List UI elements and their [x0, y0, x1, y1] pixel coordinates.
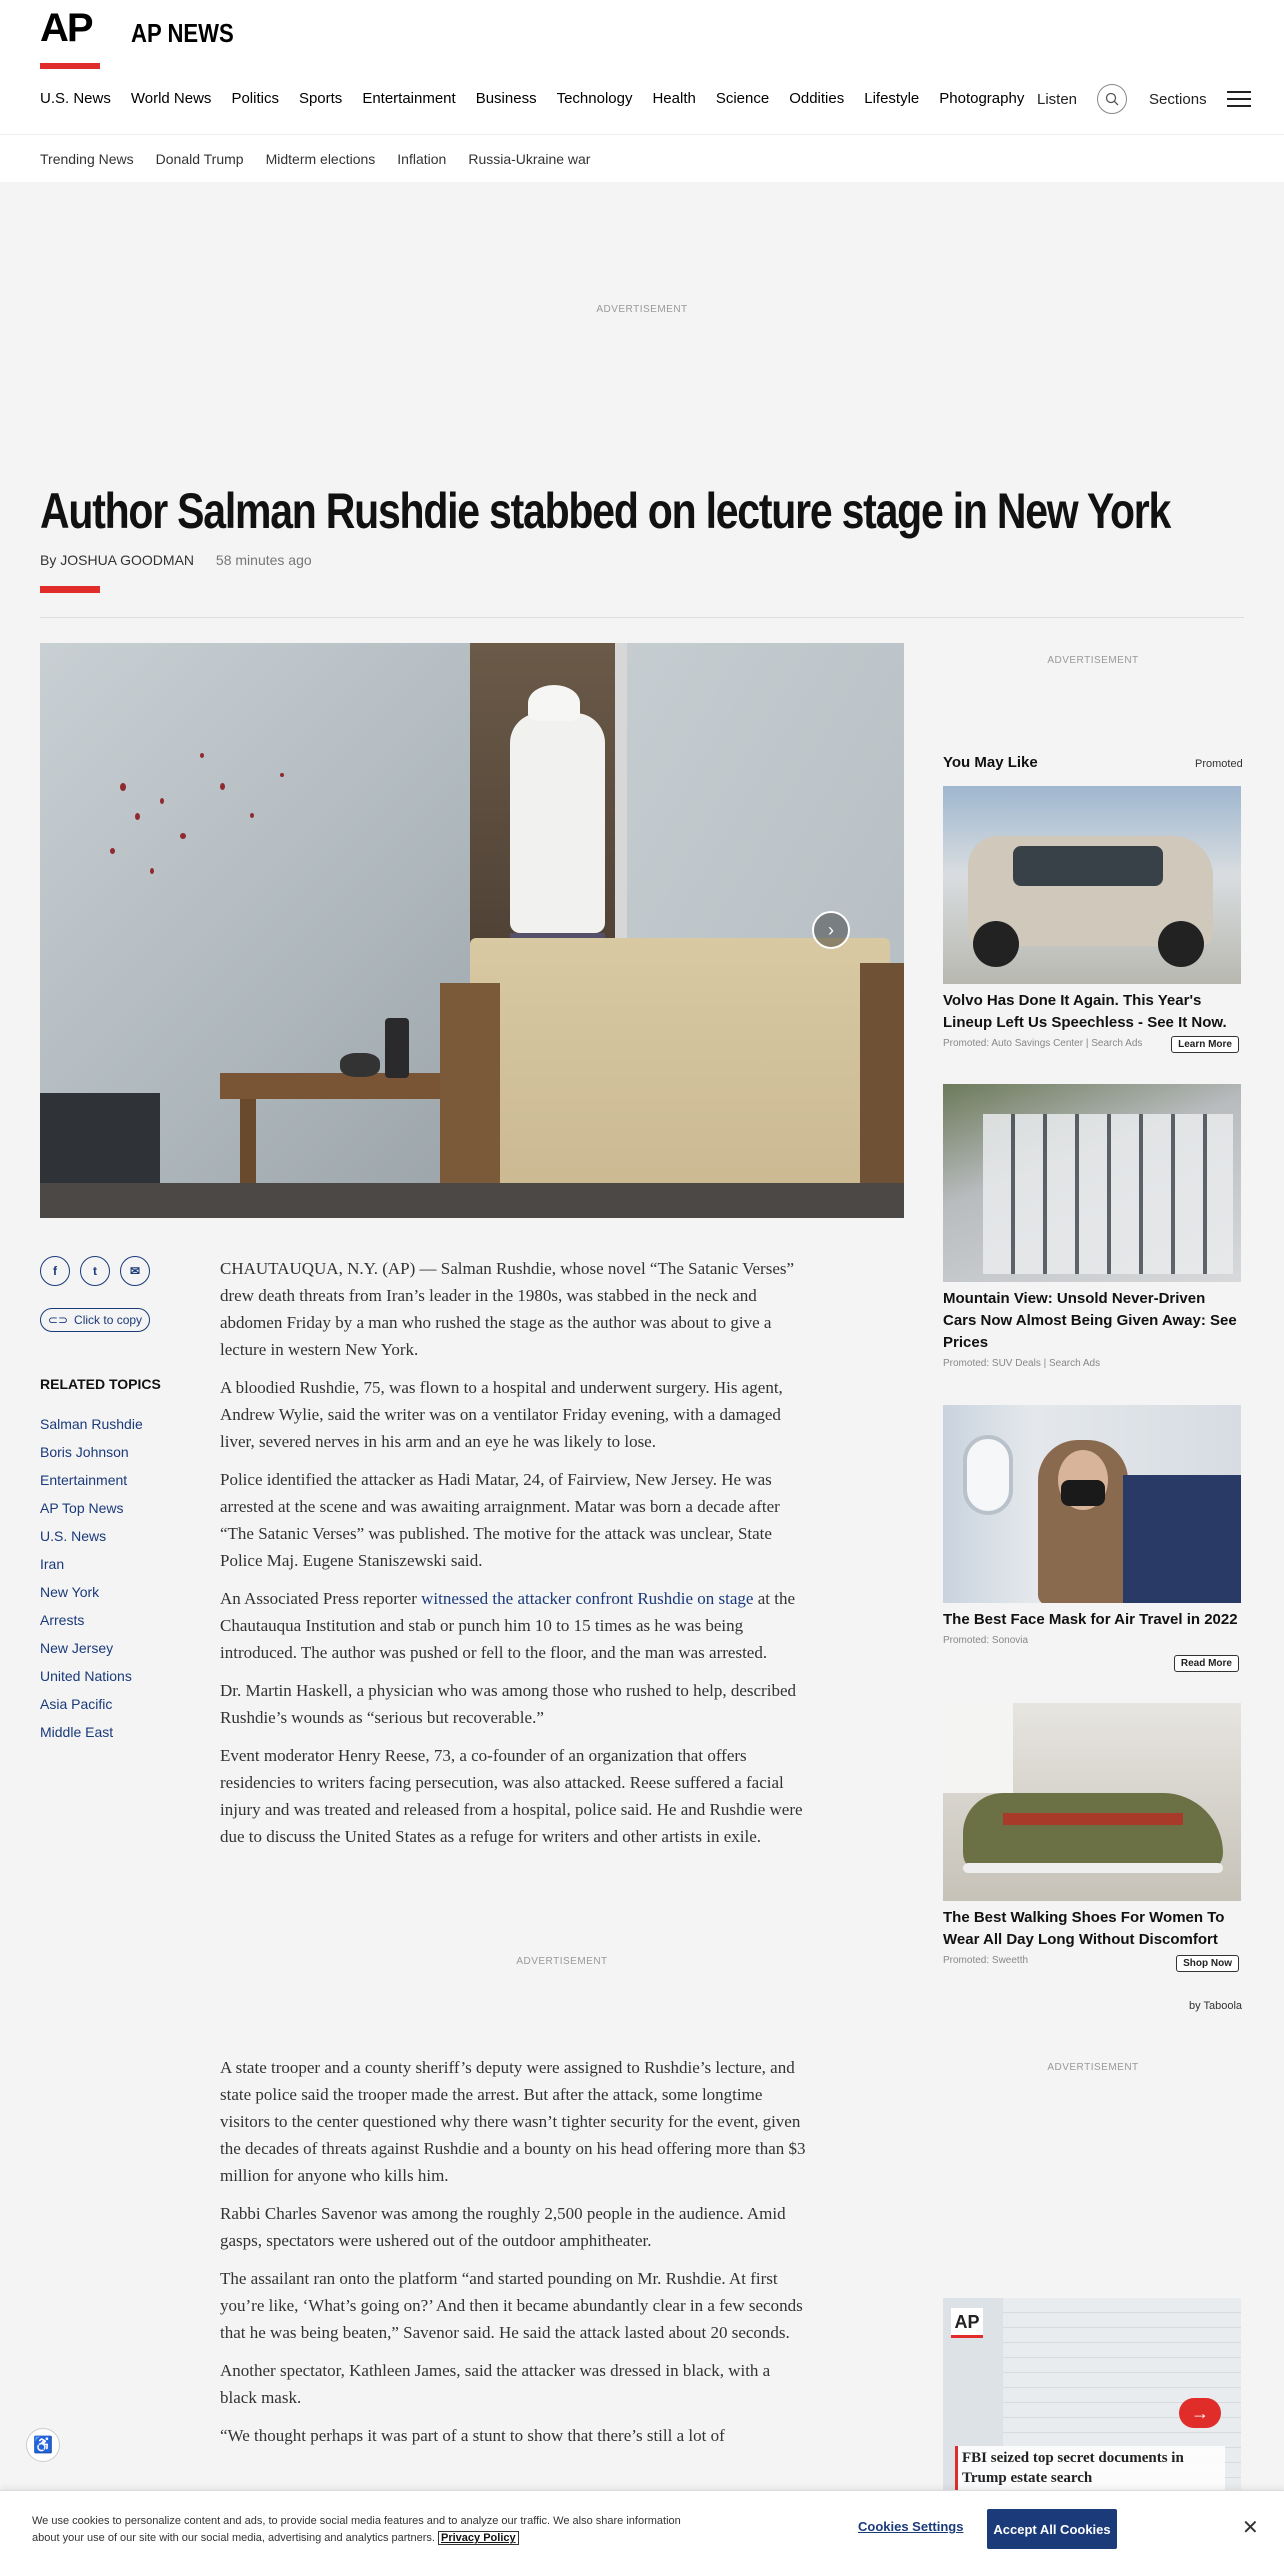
article-paragraph: A state trooper and a county sheriff’s deputy were assigned to Rushdie’s lecture, and state police said the trooper made the arrest. But after the attack, some longtime visitors to the center questioned why there wasn’t tighter security for the event, given the decades of threats against Rushdie and a bounty on his head offering more than $3 million for anyone who kills him.: [220, 2058, 806, 2185]
promoted-card[interactable]: [943, 786, 1241, 1049]
ad-label: ADVERTISEMENT: [516, 1956, 608, 1967]
close-icon[interactable]: ✕: [1242, 2517, 1259, 2539]
trending-bar: [0, 134, 1284, 182]
learn-more-button[interactable]: Learn More: [1171, 1036, 1239, 1053]
promoted-card[interactable]: [943, 1703, 1241, 1969]
nav-item[interactable]: Health: [652, 90, 696, 107]
listen-link[interactable]: Listen: [1037, 90, 1078, 108]
related-topic-link[interactable]: United Nations: [40, 1668, 132, 1684]
related-topic-link[interactable]: Salman Rushdie: [40, 1416, 143, 1432]
article-paragraph: “We thought perhaps it was part of a stunt to show that there’s still a lot of: [220, 2426, 725, 2445]
related-topic-link[interactable]: Iran: [40, 1556, 65, 1572]
card-source: Promoted: SUV Deals | Search Ads: [943, 1358, 1101, 1369]
shop-now-button[interactable]: Shop Now: [1176, 1955, 1239, 1972]
ap-logo-small: AP: [951, 2308, 983, 2338]
inline-article-link[interactable]: witnessed the attacker confront Rushdie on stage: [421, 1589, 754, 1608]
nav-item[interactable]: Science: [715, 90, 770, 107]
related-topic-link[interactable]: Entertainment: [40, 1472, 128, 1488]
card-source: Promoted: Sweetth: [943, 1955, 1029, 1966]
article-paragraph: The assailant ran onto the platform “and started pounding on Mr. Rushdie. At first you’re like, ‘What’s going on?’ And then it became abundantly clear in a few seconds that he was being beaten,” Savenor said. He said the attack lasted about 20 seconds.: [220, 2269, 803, 2342]
promoted-card[interactable]: [943, 1405, 1241, 1669]
nav-item[interactable]: U.S. News: [40, 90, 111, 107]
card-title[interactable]: The Best Walking Shoes For Women To Wear All Day Long Without Discomfort: [943, 1909, 1225, 1948]
brand-name[interactable]: AP NEWS: [131, 18, 234, 48]
byline: [40, 552, 312, 568]
cookie-message: We use cookies to personalize content and ads, to provide social media features and to analyze our traffic. We also share information about your use of our site with our social media, advertising and analytics partners.: [32, 2515, 681, 2544]
article-paragraph: A bloodied Rushdie, 75, was flown to a hospital and underwent surgery. His agent, Andrew Wylie, said the writer was on a ventilator Friday evening, with a damaged liver, severed nerves in his arm and an eye he was likely to lose.: [220, 1378, 783, 1451]
lead-photo[interactable]: [40, 643, 904, 1218]
related-topic-link[interactable]: Middle East: [40, 1724, 114, 1740]
card-title[interactable]: The Best Face Mask for Air Travel in 2022: [943, 1611, 1238, 1628]
nav-item[interactable]: Oddities: [789, 90, 845, 107]
divider: [40, 617, 1244, 618]
logo-underline: [40, 63, 100, 69]
trending-item[interactable]: Trending News: [40, 151, 134, 167]
nav-item[interactable]: Technology: [556, 90, 633, 107]
ad-label: ADVERTISEMENT: [1047, 655, 1139, 666]
menu-icon[interactable]: [1227, 91, 1251, 107]
nav-item[interactable]: Sports: [298, 90, 343, 107]
accept-cookies-button[interactable]: Accept All Cookies: [987, 2509, 1117, 2549]
nav-item[interactable]: World News: [130, 90, 212, 107]
article-body-top: [220, 1255, 810, 1861]
article-headline: Author Salman Rushdie stabbed on lecture stage in New York: [40, 483, 1171, 539]
cookie-banner: [0, 2490, 1284, 2568]
publish-time: 58 minutes ago: [215, 552, 312, 568]
card-source: Promoted: Sonovia: [943, 1635, 1029, 1646]
related-topics-title: RELATED TOPICS: [40, 1376, 161, 1392]
article-paragraph: Dr. Martin Haskell, a physician who was among those who rushed to help, described Rushdie’s wounds as “serious but recoverable.”: [220, 1681, 796, 1727]
copy-label: Click to copy: [74, 1313, 143, 1327]
author-name[interactable]: JOSHUA GOODMAN: [60, 552, 195, 568]
share-buttons: [40, 1256, 150, 1286]
accessibility-icon[interactable]: ♿: [26, 2428, 60, 2462]
ad-label: ADVERTISEMENT: [596, 304, 688, 315]
ad-label: ADVERTISEMENT: [1047, 2062, 1139, 2073]
article-body-bottom: [220, 2054, 810, 2460]
related-topic-link[interactable]: Arrests: [40, 1612, 85, 1628]
related-topic-link[interactable]: New York: [40, 1584, 100, 1600]
trending-item[interactable]: Russia-Ukraine war: [468, 151, 591, 167]
paragraph-text: at the Chautauqua Institution and stab or punch him 10 to 15 times as he was being introduced. The author was pushed or fell to the floor, and the man was arrested.: [220, 1589, 796, 1662]
trending-item[interactable]: Inflation: [397, 151, 447, 167]
article-paragraph: Police identified the attacker as Hadi Matar, 24, of Fairview, New Jersey. He was arrested at the scene and was awaiting arraignment. Matar was born a decade after “The Satanic Verses” was published. The motive for the attack was unclear, State Police Maj. Eugene Staniszewski said.: [220, 1470, 780, 1570]
read-more-button[interactable]: Read More: [1174, 1655, 1239, 1672]
privacy-policy-link[interactable]: Privacy Policy: [438, 2531, 519, 2545]
ap-logo[interactable]: AP: [40, 6, 92, 50]
related-topics-list: [40, 1410, 143, 1746]
video-promo[interactable]: [943, 2298, 1241, 2493]
card-image[interactable]: [943, 1703, 1241, 1901]
cookie-settings-button[interactable]: Cookies Settings: [858, 2519, 964, 2534]
card-source: Promoted: Auto Savings Center | Search Ads: [943, 1038, 1143, 1049]
site-header: [0, 0, 1284, 134]
copy-link-button[interactable]: [40, 1308, 150, 1332]
card-title[interactable]: Volvo Has Done It Again. This Year's Lineup Left Us Speechless - See It Now.: [943, 992, 1227, 1031]
related-topic-link[interactable]: AP Top News: [40, 1500, 124, 1516]
arrow-right-icon[interactable]: →: [1179, 2398, 1221, 2428]
trending-item[interactable]: Midterm elections: [265, 151, 376, 167]
promo-caption[interactable]: FBI seized top secret documents in Trump estate search: [955, 2446, 1225, 2490]
nav-item[interactable]: Lifestyle: [864, 90, 920, 107]
card-image[interactable]: [943, 786, 1241, 984]
headline-accent-bar: [40, 586, 100, 593]
next-photo-button[interactable]: ›: [812, 911, 850, 949]
main-nav: [40, 90, 1044, 107]
byline-prefix: By: [40, 552, 57, 568]
trending-item[interactable]: Donald Trump: [155, 151, 244, 167]
related-topic-link[interactable]: Asia Pacific: [40, 1696, 113, 1712]
related-topic-link[interactable]: U.S. News: [40, 1528, 107, 1544]
related-topic-link[interactable]: Boris Johnson: [40, 1444, 129, 1460]
card-image[interactable]: [943, 1084, 1241, 1282]
nav-item[interactable]: Business: [475, 90, 537, 107]
article-paragraph: Event moderator Henry Reese, 73, a co-founder of an organization that offers residencies to writers facing persecution, was also attacked. Reese suffered a facial injury and was treated and released from a hospital, police said. He and Rushdie were due to discuss the United States as a refuge for writers and other artists in exile.: [220, 1746, 803, 1846]
cookie-text: [32, 2513, 682, 2547]
facebook-icon[interactable]: f: [40, 1256, 70, 1286]
search-icon[interactable]: [1097, 84, 1127, 114]
nav-item[interactable]: Politics: [231, 90, 279, 107]
paragraph-text: An Associated Press reporter: [220, 1589, 422, 1608]
card-image[interactable]: [943, 1405, 1241, 1603]
nav-right-tools: [1037, 84, 1251, 114]
related-topic-link[interactable]: New Jersey: [40, 1640, 114, 1656]
email-icon[interactable]: ✉: [120, 1256, 150, 1286]
sections-link[interactable]: Sections: [1149, 90, 1207, 108]
article-paragraph: [220, 1585, 810, 1666]
promoted-card[interactable]: [943, 1084, 1241, 1369]
you-may-like-title: You May Like: [943, 754, 1038, 771]
article-paragraph: Rabbi Charles Savenor was among the roughly 2,500 people in the audience. Amid gasps, spectators were ushered out of the outdoor amphitheater.: [220, 2204, 786, 2250]
nav-item[interactable]: Photography: [939, 90, 1025, 107]
twitter-icon[interactable]: t: [80, 1256, 110, 1286]
article-paragraph: CHAUTAUQUA, N.Y. (AP) — Salman Rushdie, whose novel “The Satanic Verses” drew death threats from Iran’s leader in the 1980s, was stabbed in the neck and abdomen Friday by a man who rushed the stage as the author was about to give a lecture in western New York.: [220, 1259, 795, 1359]
link-icon: ⊂⊃: [47, 1313, 69, 1327]
card-title[interactable]: Mountain View: Unsold Never-Driven Cars Now Almost Being Given Away: See Prices: [943, 1290, 1237, 1351]
taboola-credit[interactable]: by Taboola: [1189, 2000, 1243, 2012]
nav-item[interactable]: Entertainment: [362, 90, 456, 107]
article-paragraph: Another spectator, Kathleen James, said the attacker was dressed in black, with a black mask.: [220, 2361, 771, 2407]
promoted-label: Promoted: [1195, 758, 1243, 770]
